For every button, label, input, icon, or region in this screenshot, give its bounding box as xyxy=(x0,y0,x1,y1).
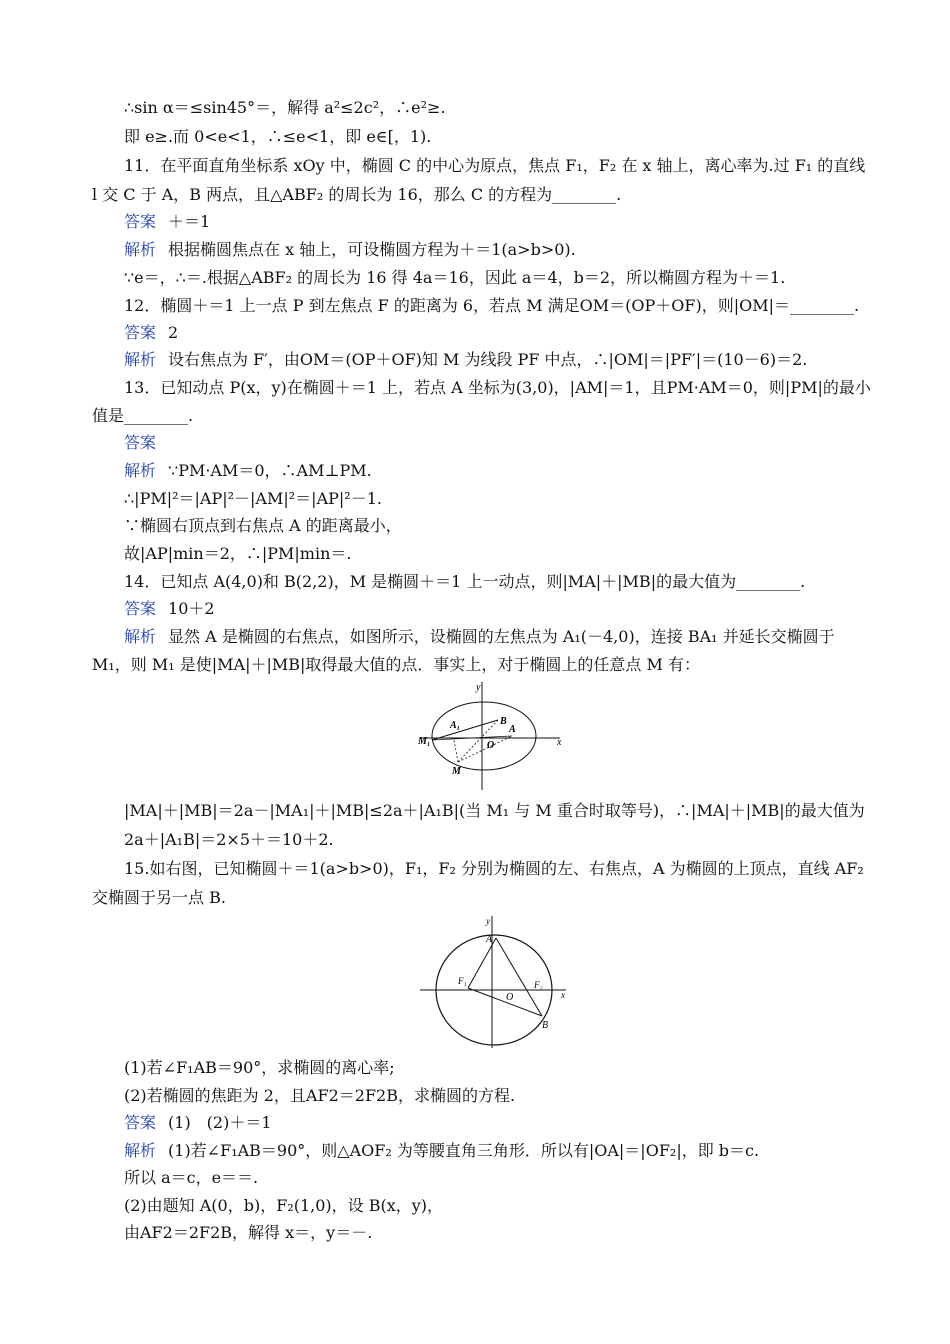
label-a: A xyxy=(509,724,516,735)
segment-m-a1 xyxy=(454,740,458,762)
text-line: ∵e＝，∴＝.根据△ABF₂ 的周长为 16 得 4a＝16，因此 a＝4，b＝2，所以椭圆方程为＋＝1. xyxy=(124,268,786,287)
ellipse xyxy=(432,702,536,770)
problem-12-line: 12．椭圆＋＝1 上一点 P 到左焦点 F 的距离为 6，若点 M 满足OM＝(OP＋OF)，则|OM|＝________. xyxy=(124,296,860,315)
label-b: B xyxy=(542,1020,549,1031)
label-x: x xyxy=(561,990,565,1000)
solution-line: 解析 ∵PM·AM＝0，∴AM⊥PM. xyxy=(124,461,372,480)
answer-tag: 答案 xyxy=(124,433,157,452)
text-line: M₁，则 M₁ 是使|MA|＋|MB|取得最大值的点．事实上，对于椭圆上的任意点 M 有： xyxy=(92,655,700,674)
text-line: 交椭圆于另一点 B. xyxy=(92,888,226,907)
text-line: ∵椭圆右顶点到右焦点 A 的距离最小， xyxy=(124,516,402,535)
label-o: O xyxy=(506,992,514,1003)
label-b: B xyxy=(500,716,507,727)
answer-line: 答案 (1) (2)＋＝1 xyxy=(124,1113,272,1132)
answer-line: 答案 2 xyxy=(124,323,179,342)
text-line: (2)由题知 A(0，b)，F₂(1,0)，设 B(x，y)， xyxy=(124,1196,444,1215)
solution-tag: 解析 xyxy=(124,627,157,646)
problem-14-line: 14．已知点 A(4,0)和 B(2,2)，M 是椭圆＋＝1 上一动点，则|MA|＋|MB|的最大值为________. xyxy=(124,572,806,591)
solution-line: 解析 (1)若∠F₁AB＝90°，则△AOF₂ 为等腰直角三角形．所以有|OA|＝|OF₂|，即 b＝c. xyxy=(124,1141,760,1160)
problem-11-line: 11．在平面直角坐标系 xOy 中，椭圆 C 的中心为原点，焦点 F₁，F₂ 在 x 轴上，离心率为.过 F₁ 的直线 xyxy=(124,156,866,175)
solution-tag: 解析 xyxy=(124,350,157,369)
label-y: y xyxy=(476,682,481,693)
text-line: |MA|＋|MB|＝2a－|MA₁|＋|MB|≤2a＋|A₁B|(当 M₁ 与 M 重合时取等号)，∴|MA|＋|MB|的最大值为 xyxy=(124,801,865,820)
label-f1: F₁ xyxy=(458,976,467,986)
text-line: (2)若椭圆的焦距为 2，且AF2＝2F2B，求椭圆的方程. xyxy=(124,1086,516,1105)
text-line: 2a＋|A₁B|＝2×5＋＝10＋2. xyxy=(124,830,334,849)
answer-line: 答案 10＋2 xyxy=(124,599,215,618)
label-m1: M₁ xyxy=(418,736,431,747)
segment-f1-b xyxy=(468,988,542,1016)
problem-15-line: 15.如右图，已知椭圆＋＝1(a>b>0)，F₁，F₂ 分别为椭圆的左、右焦点，A 为椭圆的上顶点，直线 AF₂ xyxy=(124,859,864,878)
answer-tag: 答案 xyxy=(124,1113,157,1132)
answer-tag: 答案 xyxy=(124,599,157,618)
label-a: A xyxy=(486,934,493,945)
segment-a-b xyxy=(496,938,542,1016)
ellipse-figure-problem-15 xyxy=(416,912,576,1052)
label-o: O xyxy=(487,740,495,751)
text-line: l 交 C 于 A，B 两点，且△ABF₂ 的周长为 16，那么 C 的方程为________. xyxy=(92,185,622,204)
text-line: 由AF2＝2F2B，解得 x＝，y＝－. xyxy=(124,1223,373,1242)
solution-tag: 解析 xyxy=(124,240,157,259)
text-line: 故|AP|min＝2，∴|PM|min＝. xyxy=(124,544,352,563)
label-x: x xyxy=(557,737,562,748)
solution-tag: 解析 xyxy=(124,461,157,480)
text-line: 所以 a＝c，e＝＝. xyxy=(124,1168,259,1187)
segment-m-a xyxy=(458,736,512,762)
text-line: ∴sin α＝≤sin45°＝，解得 a²≤2c²，∴e²≥. xyxy=(124,98,446,117)
solution-line: 解析 设右焦点为 F′，由OM＝(OP＋OF)知 M 为线段 PF 中点，∴|OM|＝|PF′|＝(10－6)＝2. xyxy=(124,350,808,369)
label-a1: A₁ xyxy=(450,720,461,731)
solution-line: 解析 显然 A 是椭圆的右焦点，如图所示，设椭圆的左焦点为 A₁(－4,0)，连接 BA₁ 并延长交椭圆于 xyxy=(124,627,835,646)
label-y: y xyxy=(486,916,490,926)
problem-13-line: 13．已知动点 P(x，y)在椭圆＋＝1 上，若点 A 坐标为(3,0)，|AM|＝1，且PM·AM＝0，则|PM|的最小 xyxy=(124,378,871,397)
answer-line: 答案 ＋＝1 xyxy=(124,212,211,231)
solution-tag: 解析 xyxy=(124,1141,157,1160)
label-f2: F₂ xyxy=(534,980,543,990)
ellipse-figure-problem-14 xyxy=(412,678,572,790)
answer-line xyxy=(124,431,168,455)
text-line: (1)若∠F₁AB＝90°，求椭圆的离心率; xyxy=(124,1058,395,1077)
label-m: M xyxy=(452,766,461,777)
text-line: 即 e≥.而 0<e<1，∴≤e<1，即 e∈[，1). xyxy=(124,127,432,146)
answer-tag: 答案 xyxy=(124,212,157,231)
solution-line: 解析 根据椭圆焦点在 x 轴上，可设椭圆方程为＋＝1(a>b>0). xyxy=(124,240,576,259)
text-line: 值是________. xyxy=(92,406,194,425)
text-line: ∴|PM|²＝|AP|²－|AM|²＝|AP|²－1. xyxy=(124,489,382,508)
answer-tag: 答案 xyxy=(124,323,157,342)
